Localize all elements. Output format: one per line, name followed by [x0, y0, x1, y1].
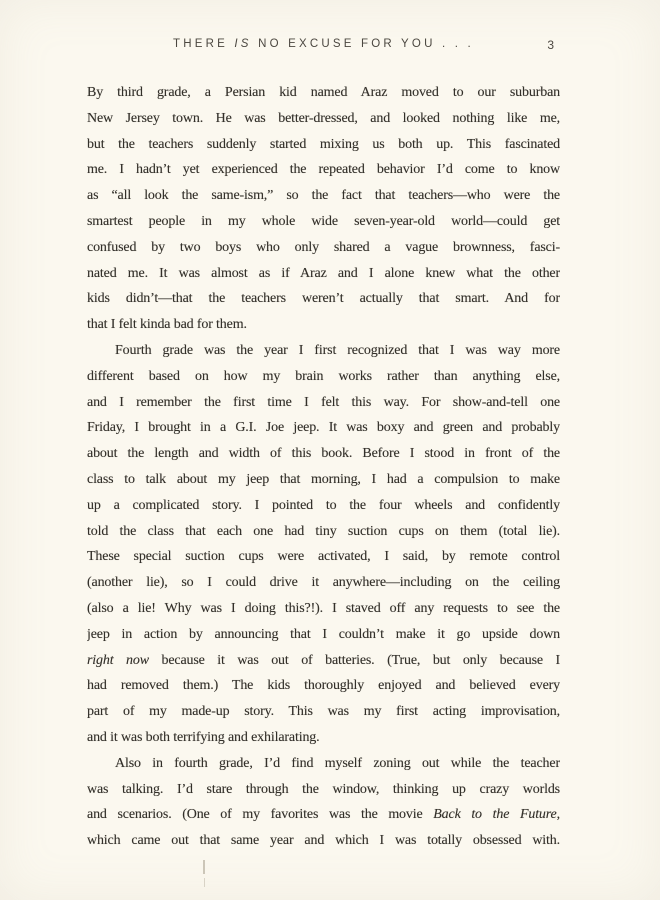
text-line: right now because it was out of batteries. (True, but only because I — [87, 652, 560, 668]
scan-artifact-mark — [203, 860, 205, 874]
text-line: me. I hadn’t yet experienced the repeated behavior I’d come to know — [87, 162, 560, 178]
text-line: up a complicated story. I pointed to the four wheels and confidently — [87, 497, 560, 513]
page-number: 3 — [547, 38, 554, 52]
text-line: told the class that each one had tiny suction cups on them (total lie). — [87, 523, 560, 539]
text-line: smartest people in my whole wide seven-year-old world—could get — [87, 213, 560, 229]
text-line: Fourth grade was the year I first recognized that I was way more — [115, 342, 560, 358]
text-line: that I felt kinda bad for them. — [87, 317, 247, 333]
text-line: nated me. It was almost as if Araz and I alone knew what the other — [87, 265, 560, 281]
text-line: as “all look the same-ism,” so the fact that teachers—who were the — [87, 188, 560, 204]
text-line: By third grade, a Persian kid named Araz moved to our suburban — [87, 85, 560, 100]
running-head-title: THERE IS NO EXCUSE FOR YOU . . . — [173, 38, 474, 50]
text-line: New Jersey town. He was better-dressed, and looked nothing like me, — [87, 110, 560, 126]
page-header — [87, 38, 560, 54]
text-line: kids didn’t—that the teachers weren’t actually that smart. And for — [87, 291, 560, 307]
body-text — [87, 80, 560, 854]
text-line: Also in fourth grade, I’d find myself zoning out while the teacher — [115, 755, 560, 771]
text-line: had removed them.) The kids thoroughly enjoyed and believed every — [87, 678, 560, 694]
text-line: (another lie), so I could drive it anywhere—including on the ceiling — [87, 575, 560, 591]
text-line: but the teachers suddenly started mixing us both up. This fascinated — [87, 136, 560, 152]
text-line: class to talk about my jeep that morning, I had a compulsion to make — [87, 471, 560, 487]
text-line: Friday, I brought in a G.I. Joe jeep. It was boxy and green and probably — [87, 420, 560, 436]
text-line: jeep in action by announcing that I couldn’t make it go upside down — [87, 626, 560, 642]
text-line: was talking. I’d stare through the window, thinking up crazy worlds — [87, 781, 560, 797]
scan-artifact-mark — [204, 878, 205, 887]
text-line: which came out that same year and which I was totally obsessed with. — [87, 833, 560, 849]
text-line: and scenarios. (One of my favorites was the movie Back to the Future, — [87, 807, 560, 823]
text-line: and I remember the first time I felt this way. For show-and-tell one — [87, 394, 560, 410]
text-line: about the length and width of this book. Before I stood in front of the — [87, 446, 560, 462]
text-line: part of my made-up story. This was my first acting improvisation, — [87, 704, 560, 720]
text-line: These special suction cups were activated, I said, by remote control — [87, 549, 560, 565]
text-line: (also a lie! Why was I doing this?!). I staved off any requests to see the — [87, 600, 560, 616]
text-line: confused by two boys who only shared a vague brownness, fasci- — [87, 239, 560, 255]
text-line: and it was both terrifying and exhilarating. — [87, 729, 320, 745]
text-line: different based on how my brain works rather than anything else, — [87, 368, 560, 384]
